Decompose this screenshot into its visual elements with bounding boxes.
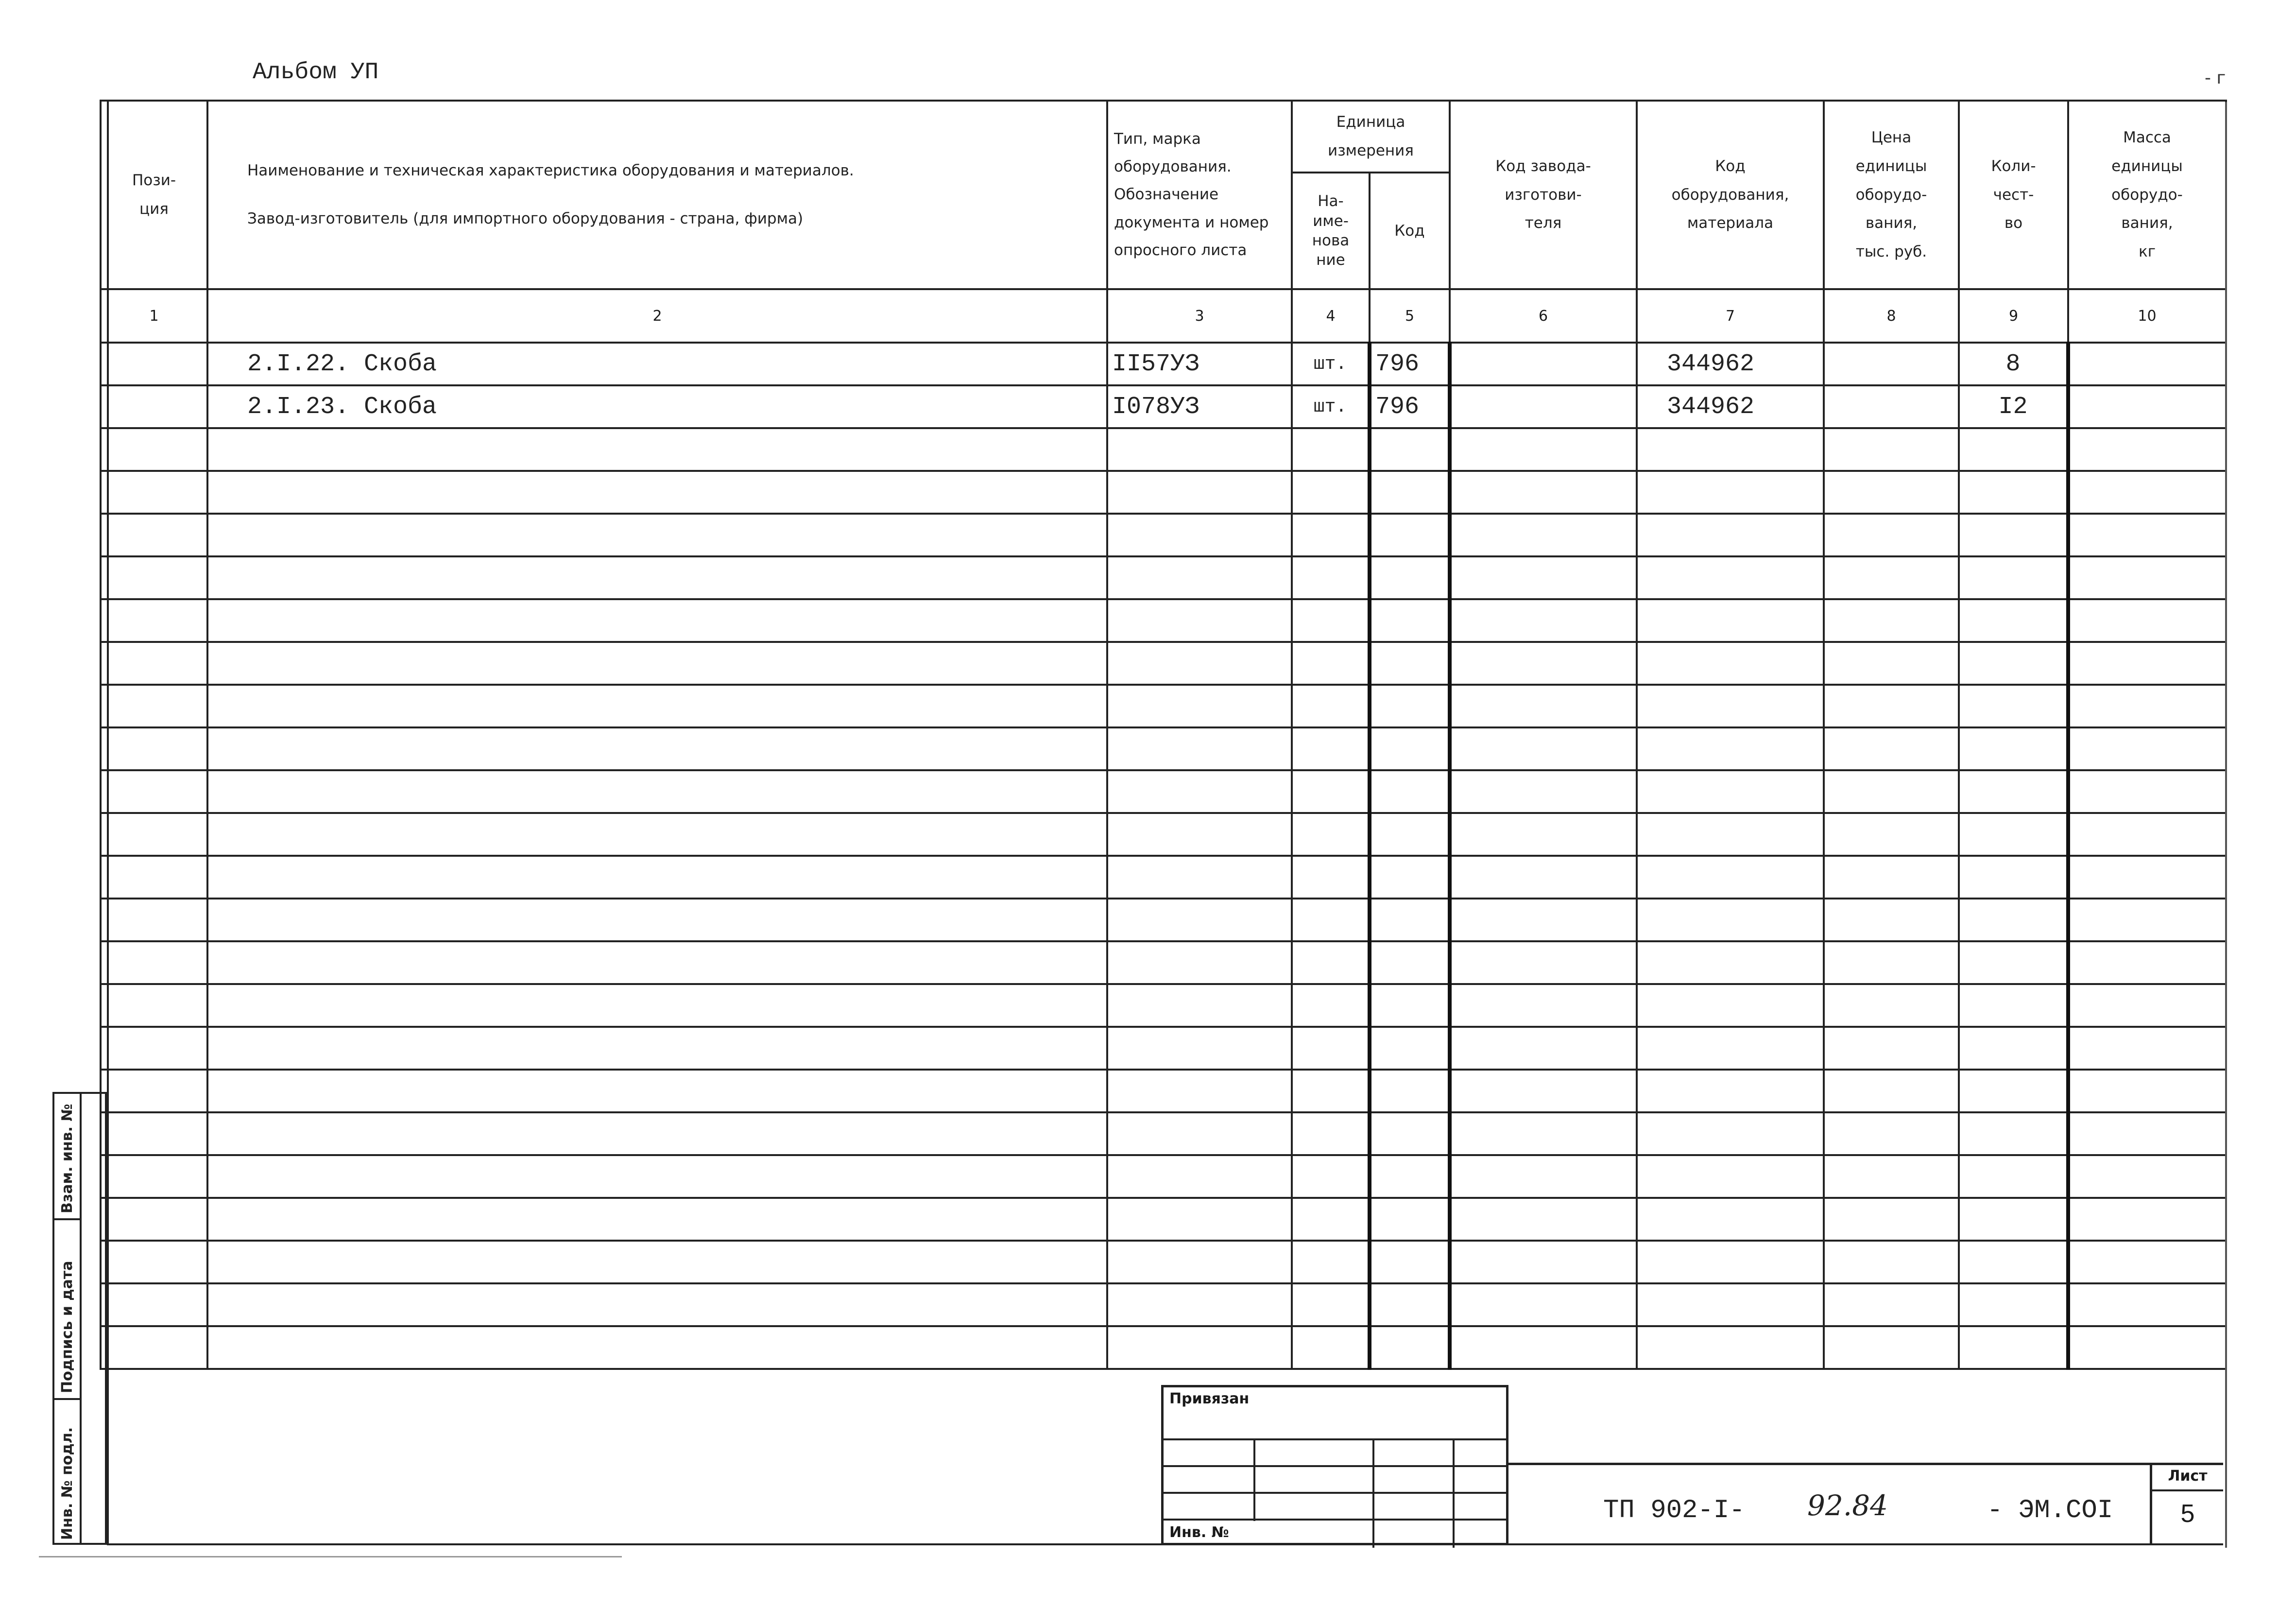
item-quantity: I2: [1959, 385, 2068, 428]
header-mass: Масса единицы оборудо- вания, кг: [2068, 101, 2226, 289]
header-name-line1: Наименование и техническая характеристика оборудования и материалов.: [247, 162, 854, 180]
stamp-orig-inv: [54, 1400, 80, 1545]
column-number: 9: [1959, 289, 2068, 343]
table-row: [101, 685, 2226, 727]
table-row: [101, 1070, 2226, 1112]
header-unit-name: На- име- нова ние: [1292, 173, 1370, 289]
header-name: [207, 101, 1107, 289]
column-number: 1: [101, 289, 207, 343]
item-code: 344962: [1637, 343, 1824, 385]
stamp-sign-date-label: Подпись и дата: [59, 1261, 76, 1393]
header-equipment-code: Код оборудования, материала: [1637, 101, 1824, 289]
table-row: [101, 343, 2226, 385]
item-unit: шт.: [1292, 343, 1370, 385]
column-number: 7: [1637, 289, 1824, 343]
binding-label: Привязан: [1169, 1390, 1250, 1407]
table-row: [101, 1241, 2226, 1283]
column-numbers-row: [101, 289, 2226, 343]
column-number: 2: [207, 289, 1107, 343]
item-unit-code: 796: [1370, 385, 1450, 428]
header-price: Цена единицы оборудо- вания, тыс. руб.: [1824, 101, 1959, 289]
header-quantity: Коли- чест- во: [1959, 101, 2068, 289]
header-unit-group: Единица измерения: [1292, 101, 1450, 173]
column-number: 3: [1107, 289, 1292, 343]
frame-left-line: [107, 100, 109, 1545]
table-row: [101, 514, 2226, 556]
binding-block: [1161, 1385, 1508, 1545]
document-number: 92.84: [1807, 1489, 1888, 1522]
table-row: [101, 727, 2226, 770]
item-quantity: 8: [1959, 343, 2068, 385]
column-number: 8: [1824, 289, 1959, 343]
doc-line: [1508, 1463, 2223, 1465]
table-row: [101, 1283, 2226, 1326]
header-factory-code: Код завода- изготови- теля: [1450, 101, 1637, 289]
column-number: 4: [1292, 289, 1370, 343]
item-unit-code: 796: [1370, 343, 1450, 385]
table-row: [101, 856, 2226, 899]
table-row: [101, 1198, 2226, 1241]
specification-table: [100, 100, 2227, 1370]
table-row: [101, 1112, 2226, 1155]
table-row: [101, 941, 2226, 984]
item-type: II57УЗ: [1107, 343, 1292, 385]
table-row: [101, 813, 2226, 856]
sheet-label: Лист: [2152, 1463, 2223, 1491]
item-unit: шт.: [1292, 385, 1370, 428]
album-label: Альбом УП: [253, 59, 379, 86]
table-row: [101, 599, 2226, 642]
table-row: [101, 1027, 2226, 1070]
document-suffix: - ЭМ.СОI: [1987, 1496, 2113, 1525]
stamp-replaced-inv-label: Взам. инв. №: [59, 1104, 76, 1213]
item-name: 2.I.23. Скоба: [207, 385, 1107, 428]
table-row: [101, 471, 2226, 514]
table-row: [101, 770, 2226, 813]
stamp-orig-inv-label: Инв. № подл.: [59, 1427, 76, 1540]
header-type: Тип, марка оборудования. Обозначение документа и номер опросного листа: [1107, 101, 1292, 289]
inv-number-label: Инв. №: [1169, 1524, 1229, 1541]
item-code: 344962: [1637, 385, 1824, 428]
column-number: 6: [1450, 289, 1637, 343]
table-row: [101, 556, 2226, 599]
header-position: Пози- ция: [101, 101, 207, 289]
scan-artifact-line: [39, 1556, 622, 1557]
side-stamp: [52, 1092, 107, 1545]
sheet-box: [2150, 1463, 2223, 1545]
table-row: [101, 1326, 2226, 1369]
stamp-sign-date: [54, 1220, 80, 1400]
table-row: [101, 428, 2226, 471]
frame-right-line: [2225, 102, 2227, 1548]
stamp-replaced-inv: [54, 1094, 80, 1220]
column-number: 10: [2068, 289, 2226, 343]
header-unit-code: Код: [1370, 173, 1450, 289]
header-name-line2: Завод-изготовитель (для импортного оборудования - страна, фирма): [247, 210, 804, 227]
table-row: [101, 642, 2226, 685]
table-row: [101, 984, 2226, 1027]
corner-mark: - г: [2205, 68, 2226, 88]
table-row: [101, 1155, 2226, 1198]
item-name: 2.I.22. Скоба: [207, 343, 1107, 385]
item-type: I078УЗ: [1107, 385, 1292, 428]
sheet-number: 5: [2180, 1500, 2195, 1528]
table-row: [101, 385, 2226, 428]
table-row: [101, 899, 2226, 941]
document-code: ТП 902-I-: [1603, 1496, 1745, 1525]
column-number: 5: [1370, 289, 1450, 343]
